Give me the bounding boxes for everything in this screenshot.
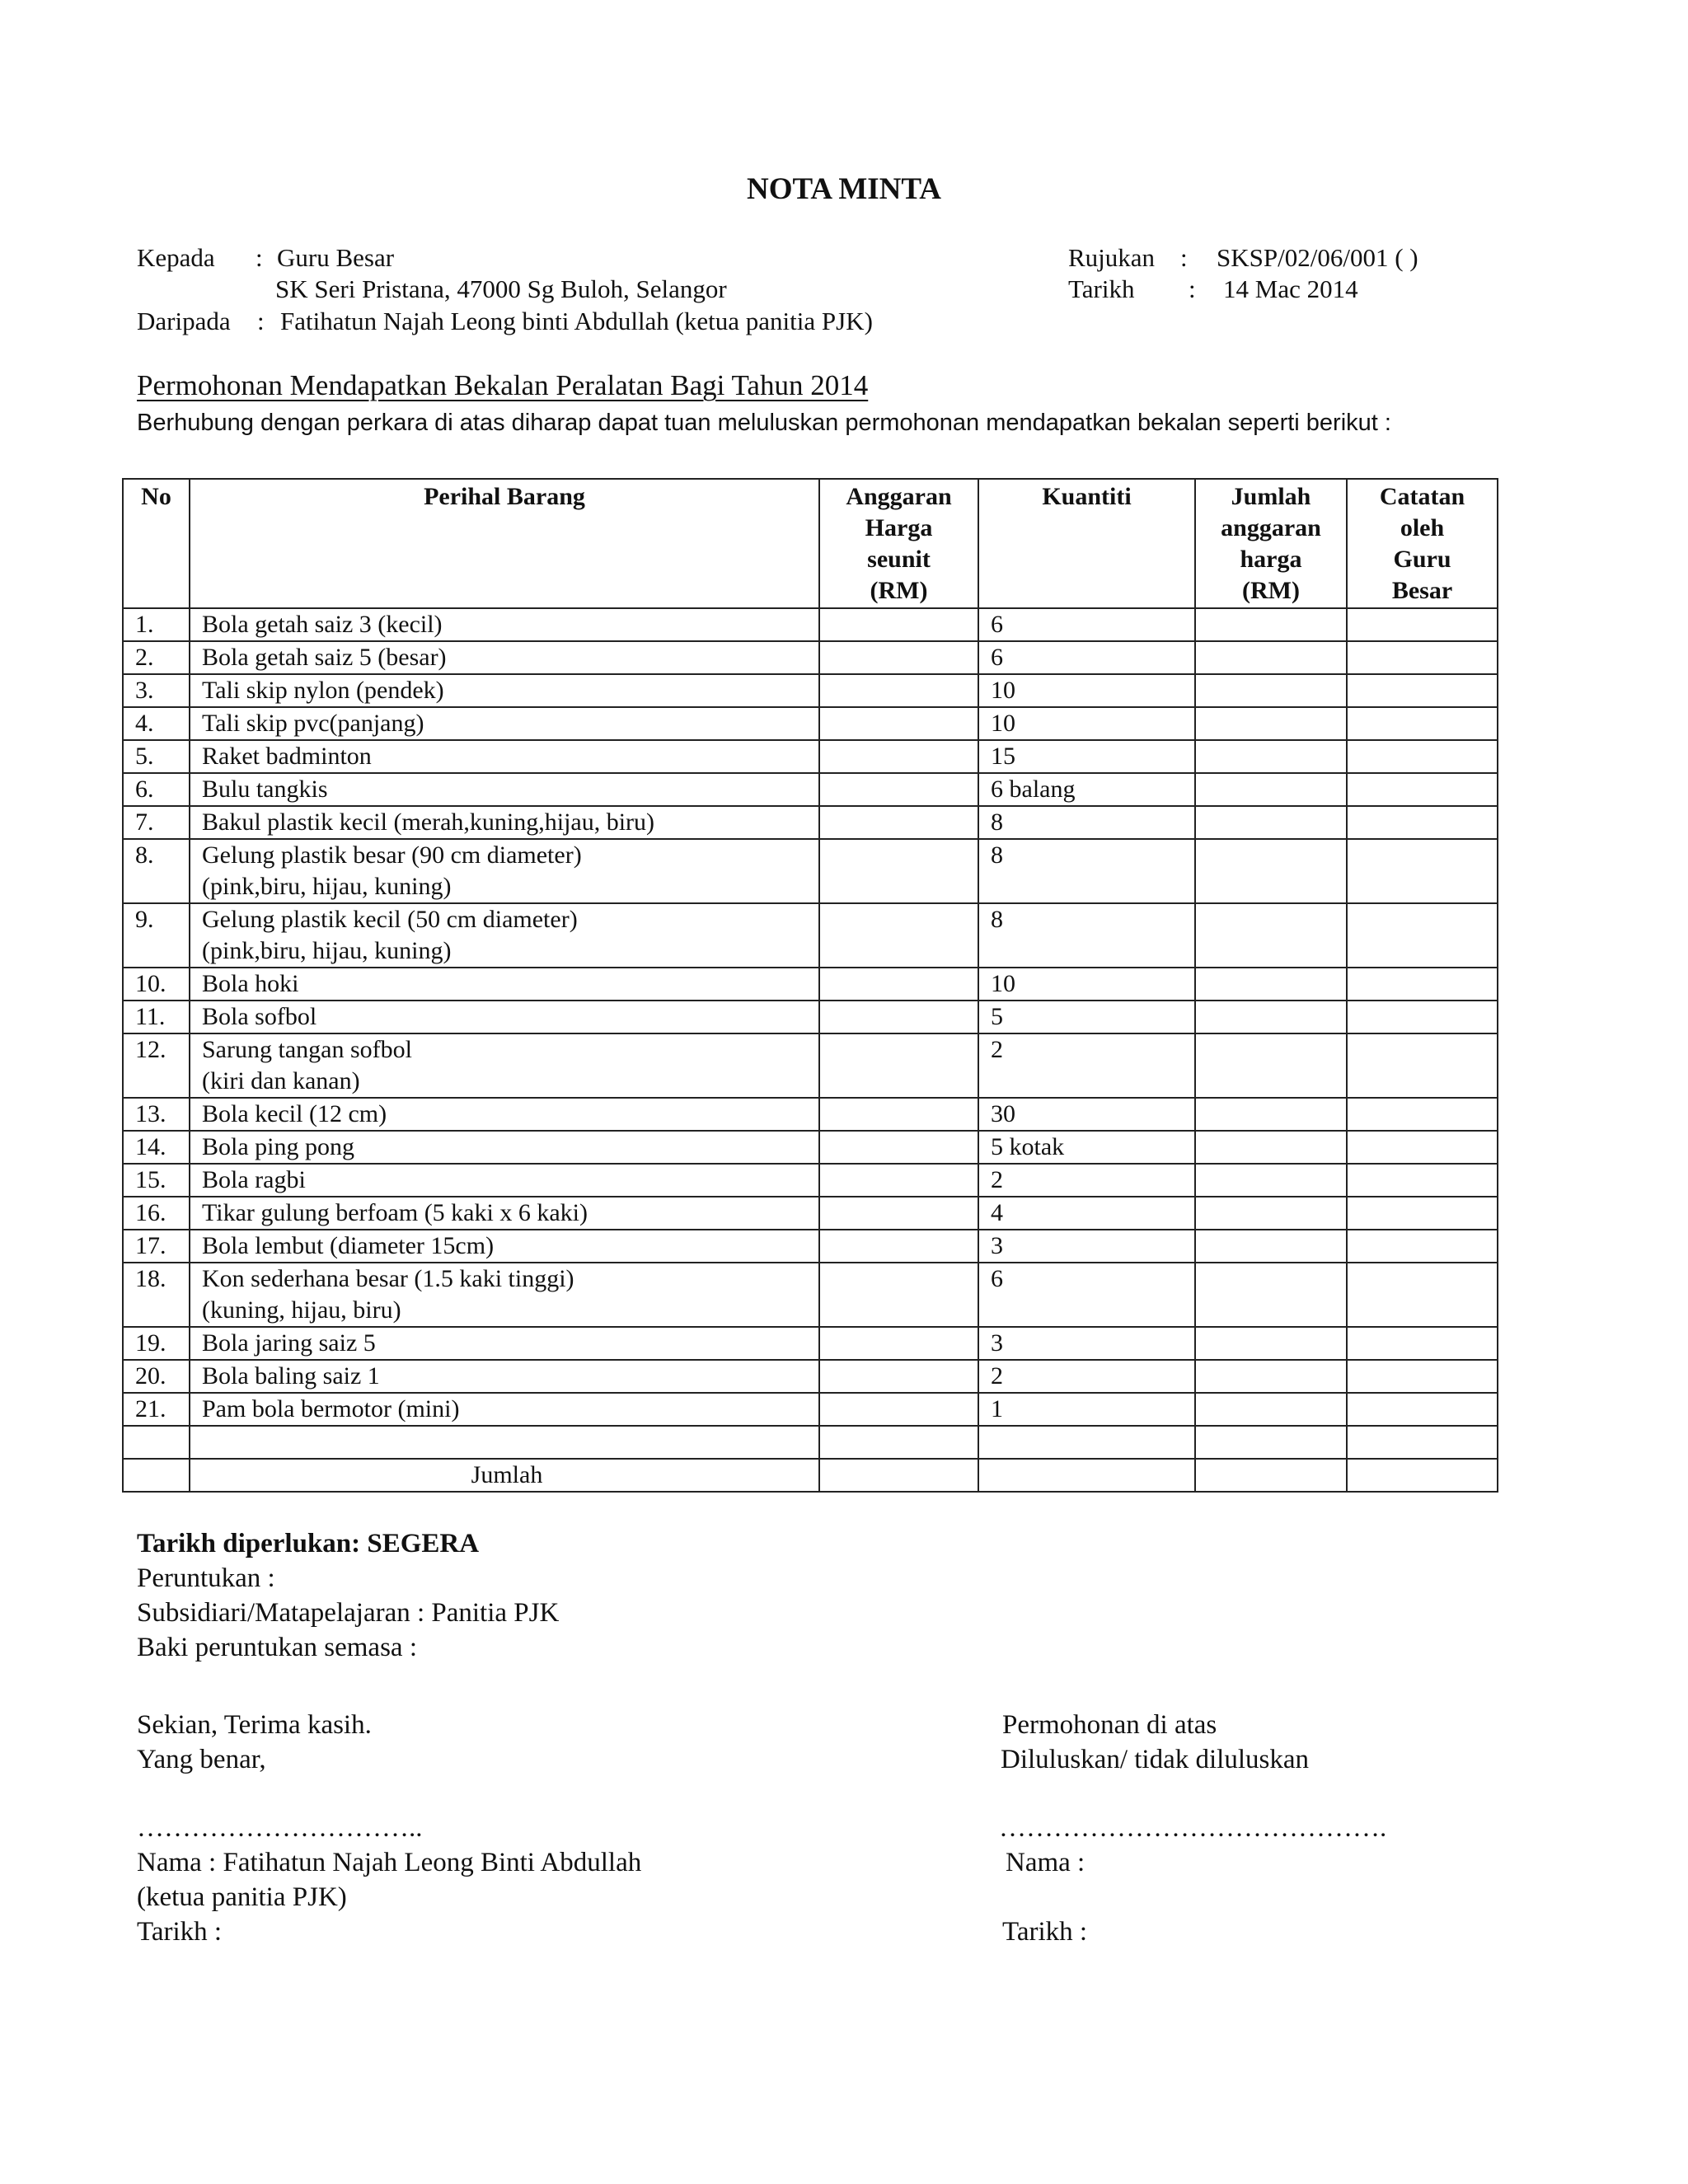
row-unit-price: [819, 641, 978, 674]
table-row-jumlah: [123, 1459, 1498, 1492]
item-line-1: Gelung plastik besar (90 cm diameter): [202, 841, 582, 869]
row-notes: [1347, 1230, 1498, 1263]
row-item-description: [190, 1033, 819, 1098]
intro-text: Berhubung dengan perkara di atas diharap dapat tuan meluluskan permohonan mendapatkan bekalan seperti berikut :: [137, 410, 1391, 436]
row-total-price: [1195, 903, 1347, 968]
table-row: [123, 773, 1498, 806]
row-item-description: [190, 1360, 819, 1393]
rujukan-label: Rujukan: [1068, 243, 1156, 272]
jumlah-label: Jumlah: [190, 1459, 819, 1492]
daripada-label: Daripada: [137, 307, 231, 335]
row-notes: [1347, 806, 1498, 839]
row-item-description: [190, 1230, 819, 1263]
row-quantity: 6: [978, 641, 1195, 674]
row-total-price: [1195, 839, 1347, 903]
item-line-1: Bola jaring saiz 5: [202, 1329, 376, 1357]
row-number: 15.: [123, 1164, 190, 1197]
tarikh-right: Tarikh :: [1002, 1917, 1088, 1947]
signature-line-left: …………………………..: [137, 1813, 423, 1843]
item-line-2: (kuning, hijau, biru): [202, 1296, 401, 1324]
row-notes: [1347, 1131, 1498, 1164]
item-line-1: Bola getah saiz 5 (besar): [202, 644, 447, 671]
row-number: 8.: [123, 839, 190, 903]
permohonan-text: Permohonan di atas: [1002, 1710, 1217, 1740]
row-item-description: [190, 806, 819, 839]
row-total-price: [1195, 1131, 1347, 1164]
item-line-1: Sarung tangan sofbol: [202, 1036, 412, 1063]
row-total-price: [1195, 773, 1347, 806]
row-quantity: 3: [978, 1327, 1195, 1360]
document-title: NOTA MINTA: [746, 172, 942, 206]
row-total-price: [1195, 1001, 1347, 1033]
row-item-description: [190, 707, 819, 740]
row-quantity: 30: [978, 1098, 1195, 1131]
row-number: 21.: [123, 1393, 190, 1426]
rujukan-colon: :: [1180, 243, 1188, 272]
col-header-jumlah: Jumlah anggaran harga (RM): [1195, 479, 1347, 608]
kepada-label: Kepada: [137, 243, 215, 272]
row-notes: [1347, 773, 1498, 806]
subject-heading: Permohonan Mendapatkan Bekalan Peralatan Bagi Tahun 2014: [137, 369, 869, 401]
row-total-price: [1195, 1360, 1347, 1393]
row-total-price: [1195, 740, 1347, 773]
col-header-kuantiti: Kuantiti: [978, 479, 1195, 608]
jawatan-left: (ketua panitia PJK): [137, 1882, 347, 1912]
row-quantity: 2: [978, 1164, 1195, 1197]
row-number: 11.: [123, 1001, 190, 1033]
row-unit-price: [819, 1360, 978, 1393]
item-line-1: Tikar gulung berfoam (5 kaki x 6 kaki): [202, 1199, 588, 1226]
row-number: 1.: [123, 608, 190, 641]
row-unit-price: [819, 1197, 978, 1230]
item-line-1: Bola kecil (12 cm): [202, 1100, 387, 1127]
col-header-perihal: Perihal Barang: [190, 479, 819, 608]
row-quantity: 15: [978, 740, 1195, 773]
row-quantity: 3: [978, 1230, 1195, 1263]
item-line-1: Bola getah saiz 3 (kecil): [202, 611, 443, 638]
row-quantity: 10: [978, 968, 1195, 1001]
kepada-colon: :: [256, 243, 263, 272]
table-row: [123, 707, 1498, 740]
col-header-no: No: [123, 479, 190, 608]
row-notes: [1347, 1393, 1498, 1426]
daripada-colon: :: [257, 307, 265, 335]
table-row: [123, 1263, 1498, 1327]
table-row: [123, 806, 1498, 839]
row-item-description: [190, 839, 819, 903]
item-line-1: Gelung plastik kecil (50 cm diameter): [202, 906, 578, 933]
item-line-1: Bola lembut (diameter 15cm): [202, 1232, 495, 1259]
row-item-description: [190, 740, 819, 773]
item-line-1: Kon sederhana besar (1.5 kaki tinggi): [202, 1265, 574, 1292]
row-total-price: [1195, 608, 1347, 641]
row-total-price: [1195, 1098, 1347, 1131]
yang-benar-text: Yang benar,: [137, 1745, 266, 1774]
row-item-description: [190, 674, 819, 707]
diluluskan-text: Diluluskan/ tidak diluluskan: [1001, 1745, 1309, 1774]
row-unit-price: [819, 773, 978, 806]
row-notes: [1347, 1001, 1498, 1033]
item-line-2: (pink,biru, hijau, kuning): [202, 873, 452, 900]
item-line-1: Bola sofbol: [202, 1003, 317, 1030]
row-quantity: 8: [978, 903, 1195, 968]
row-unit-price: [819, 903, 978, 968]
row-number: 9.: [123, 903, 190, 968]
row-number: 14.: [123, 1131, 190, 1164]
item-line-1: Tali skip nylon (pendek): [202, 677, 444, 704]
table-row: [123, 1393, 1498, 1426]
row-total-price: [1195, 806, 1347, 839]
row-notes: [1347, 641, 1498, 674]
row-unit-price: [819, 707, 978, 740]
table-row: [123, 1360, 1498, 1393]
row-total-price: [1195, 1263, 1347, 1327]
table-row: [123, 740, 1498, 773]
kepada-line1: Guru Besar: [277, 243, 395, 272]
item-line-1: Bola ragbi: [202, 1166, 306, 1193]
row-total-price: [1195, 1033, 1347, 1098]
row-item-description: [190, 1001, 819, 1033]
row-number: 3.: [123, 674, 190, 707]
row-number: 13.: [123, 1098, 190, 1131]
row-item-description: [190, 773, 819, 806]
row-unit-price: [819, 1131, 978, 1164]
row-item-description: [190, 608, 819, 641]
table-row: [123, 903, 1498, 968]
row-notes: [1347, 1263, 1498, 1327]
row-quantity: 4: [978, 1197, 1195, 1230]
table-row: [123, 608, 1498, 641]
row-unit-price: [819, 608, 978, 641]
row-unit-price: [819, 806, 978, 839]
row-item-description: [190, 903, 819, 968]
tarikh-value: 14 Mac 2014: [1223, 274, 1358, 303]
row-notes: [1347, 903, 1498, 968]
row-number: 12.: [123, 1033, 190, 1098]
item-line-1: Tali skip pvc(panjang): [202, 710, 424, 737]
items-table: [122, 478, 1498, 1493]
row-unit-price: [819, 1263, 978, 1327]
table-row: [123, 1098, 1498, 1131]
row-unit-price: [819, 1393, 978, 1426]
row-unit-price: [819, 1230, 978, 1263]
row-unit-price: [819, 1098, 978, 1131]
row-notes: [1347, 1327, 1498, 1360]
row-total-price: [1195, 674, 1347, 707]
row-unit-price: [819, 1327, 978, 1360]
item-line-1: Bola hoki: [202, 970, 299, 997]
nama-right: Nama :: [1006, 1848, 1085, 1877]
row-notes: [1347, 740, 1498, 773]
subsidiari-label: Subsidiari/Matapelajaran : Panitia PJK: [137, 1598, 560, 1628]
item-line-1: Raket badminton: [202, 743, 372, 770]
row-quantity: 8: [978, 806, 1195, 839]
row-number: 4.: [123, 707, 190, 740]
row-total-price: [1195, 1164, 1347, 1197]
item-line-1: Bakul plastik kecil (merah,kuning,hijau, biru): [202, 808, 655, 836]
row-unit-price: [819, 740, 978, 773]
row-number: 18.: [123, 1263, 190, 1327]
item-line-1: Bola baling saiz 1: [202, 1362, 380, 1390]
table-row: [123, 1131, 1498, 1164]
row-notes: [1347, 1197, 1498, 1230]
row-number: 19.: [123, 1327, 190, 1360]
table-row: [123, 641, 1498, 674]
row-notes: [1347, 1164, 1498, 1197]
row-item-description: [190, 1197, 819, 1230]
tarikh-label: Tarikh: [1068, 274, 1135, 303]
table-row: [123, 1033, 1498, 1098]
row-item-description: [190, 1131, 819, 1164]
col-header-anggaran: Anggaran Harga seunit (RM): [819, 479, 978, 608]
row-quantity: 2: [978, 1033, 1195, 1098]
row-notes: [1347, 1360, 1498, 1393]
kepada-line2: SK Seri Pristana, 47000 Sg Buloh, Selangor: [275, 274, 727, 303]
table-row: [123, 1327, 1498, 1360]
peruntukan-label: Peruntukan :: [137, 1563, 275, 1593]
daripada-value: Fatihatun Najah Leong binti Abdullah (ketua panitia PJK): [280, 307, 873, 335]
item-line-2: (kiri dan kanan): [202, 1067, 360, 1094]
row-item-description: [190, 1164, 819, 1197]
row-notes: [1347, 1033, 1498, 1098]
baki-peruntukan-label: Baki peruntukan semasa :: [137, 1633, 417, 1662]
row-unit-price: [819, 968, 978, 1001]
closing-text: Sekian, Terima kasih.: [137, 1710, 372, 1740]
table-row-empty: [123, 1426, 1498, 1459]
table-row: [123, 1164, 1498, 1197]
row-number: 5.: [123, 740, 190, 773]
row-quantity: 6 balang: [978, 773, 1195, 806]
row-number: 10.: [123, 968, 190, 1001]
nama-left: Nama : Fatihatun Najah Leong Binti Abdullah: [137, 1848, 642, 1877]
row-item-description: [190, 641, 819, 674]
row-quantity: 5: [978, 1001, 1195, 1033]
row-item-description: [190, 1393, 819, 1426]
table-row: [123, 968, 1498, 1001]
row-notes: [1347, 707, 1498, 740]
col-header-catatan: Catatan oleh Guru Besar: [1347, 479, 1498, 608]
row-number: 2.: [123, 641, 190, 674]
row-item-description: [190, 1098, 819, 1131]
row-notes: [1347, 608, 1498, 641]
row-unit-price: [819, 1033, 978, 1098]
rujukan-value: SKSP/02/06/001 ( ): [1217, 243, 1418, 272]
row-total-price: [1195, 1197, 1347, 1230]
item-line-1: Bola ping pong: [202, 1133, 354, 1160]
tarikh-left: Tarikh :: [137, 1917, 223, 1947]
row-quantity: 8: [978, 839, 1195, 903]
row-total-price: [1195, 707, 1347, 740]
row-quantity: 10: [978, 707, 1195, 740]
signature-line-right: …………………………………….: [999, 1813, 1387, 1843]
row-notes: [1347, 968, 1498, 1001]
item-line-1: Pam bola bermotor (mini): [202, 1395, 460, 1422]
row-total-price: [1195, 1230, 1347, 1263]
table-row: [123, 839, 1498, 903]
row-quantity: 10: [978, 674, 1195, 707]
row-unit-price: [819, 674, 978, 707]
row-total-price: [1195, 1393, 1347, 1426]
row-item-description: [190, 1327, 819, 1360]
row-total-price: [1195, 968, 1347, 1001]
row-quantity: 2: [978, 1360, 1195, 1393]
row-total-price: [1195, 1327, 1347, 1360]
row-unit-price: [819, 1001, 978, 1033]
tarikh-diperlukan: Tarikh diperlukan: SEGERA: [137, 1529, 480, 1558]
tarikh-colon: :: [1189, 274, 1196, 303]
row-quantity: 1: [978, 1393, 1195, 1426]
item-line-2: (pink,biru, hijau, kuning): [202, 937, 452, 964]
row-number: 6.: [123, 773, 190, 806]
row-unit-price: [819, 839, 978, 903]
row-quantity: 6: [978, 1263, 1195, 1327]
row-quantity: 6: [978, 608, 1195, 641]
row-quantity: 5 kotak: [978, 1131, 1195, 1164]
table-row: [123, 1197, 1498, 1230]
item-line-1: Bulu tangkis: [202, 776, 328, 803]
row-item-description: [190, 968, 819, 1001]
row-notes: [1347, 839, 1498, 903]
table-row: [123, 1001, 1498, 1033]
row-unit-price: [819, 1164, 978, 1197]
row-total-price: [1195, 641, 1347, 674]
row-number: 16.: [123, 1197, 190, 1230]
row-number: 7.: [123, 806, 190, 839]
row-number: 20.: [123, 1360, 190, 1393]
table-row: [123, 1230, 1498, 1263]
table-header-row: [123, 479, 1498, 608]
row-notes: [1347, 674, 1498, 707]
row-number: 17.: [123, 1230, 190, 1263]
table-row: [123, 674, 1498, 707]
row-notes: [1347, 1098, 1498, 1131]
row-item-description: [190, 1263, 819, 1327]
